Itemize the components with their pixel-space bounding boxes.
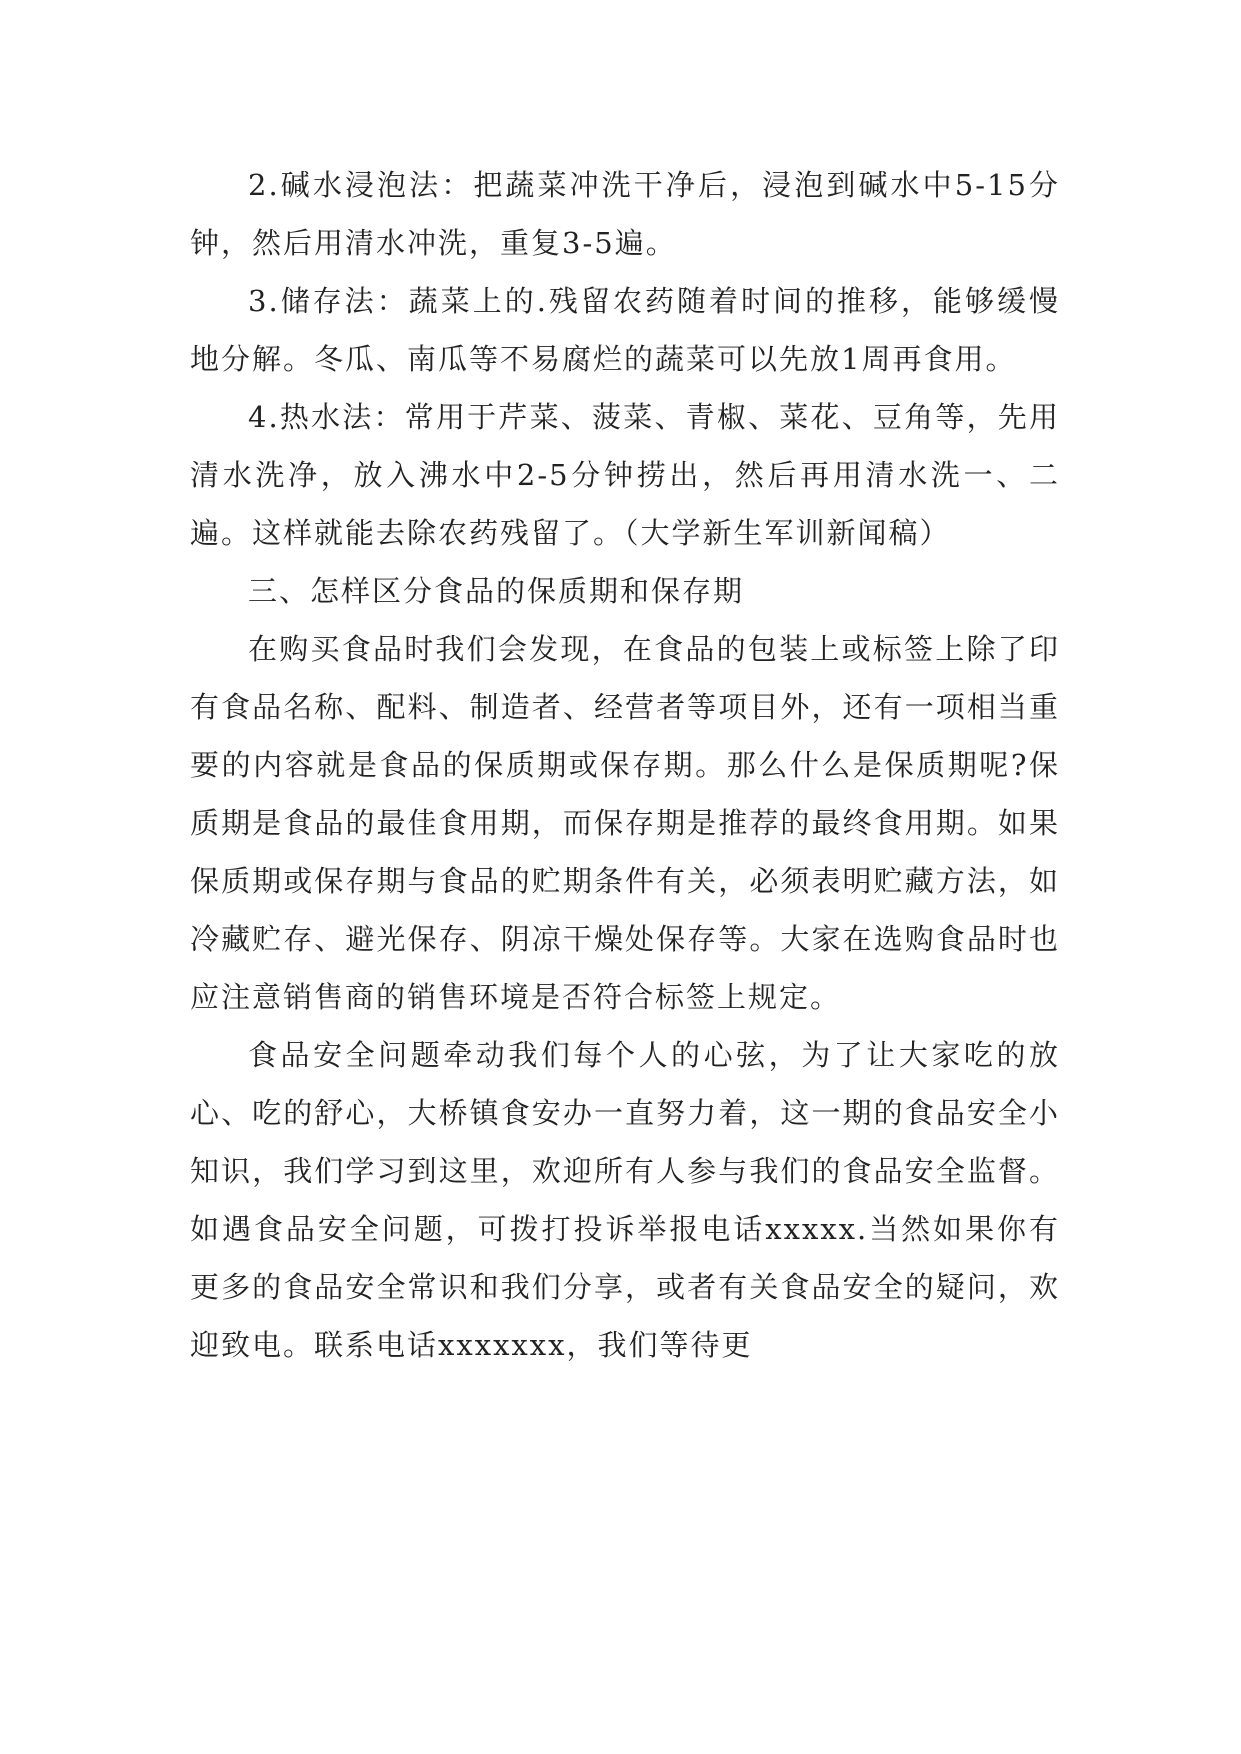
document-body — [190, 156, 1060, 1374]
paragraph-food-safety-contact: 食品安全问题牵动我们每个人的心弦，为了让大家吃的放心、吃的舒心，大桥镇食安办一直努力着，这一期的食品安全小知识，我们学习到这里，欢迎所有人参与我们的食品安全监督。如遇食品安全问题，可拨打投诉举报电话xxxxx.当然如果你有更多的食品安全常识和我们分享，或者有关食品安全的疑问，欢迎致电。联系电话xxxxxxx，我们等待更 — [190, 1038, 1060, 1362]
paragraph-alkaline-soak: 2.碱水浸泡法：把蔬菜冲洗干净后，浸泡到碱水中5-15分钟，然后用清水冲洗，重复3-5遍。 — [190, 168, 1060, 260]
section-heading-shelf-life: 三、怎样区分食品的保质期和保存期 — [248, 574, 745, 608]
paragraph-hot-water-method: 4.热水法：常用于芹菜、菠菜、青椒、菜花、豆角等，先用清水洗净，放入沸水中2-5分钟捞出，然后再用清水洗一、二遍。这样就能去除农药残留了。（大学新生军训新闻稿） — [190, 400, 1060, 550]
paragraph-shelf-life: 在购买食品时我们会发现，在食品的包装上或标签上除了印有食品名称、配料、制造者、经营者等项目外，还有一项相当重要的内容就是食品的保质期或保存期。那么什么是保质期呢?保质期是食品的最佳食用期，而保存期是推荐的最终食用期。如果保质期或保存期与食品的贮期条件有关，必须表明贮藏方法，如冷藏贮存、避光保存、阴凉干燥处保存等。大家在选购食品时也应注意销售商的销售环境是否符合标签上规定。 — [190, 632, 1060, 1014]
paragraph-storage-method: 3.储存法：蔬菜上的.残留农药随着时间的推移，能够缓慢地分解。冬瓜、南瓜等不易腐烂的蔬菜可以先放1周再食用。 — [190, 284, 1060, 376]
